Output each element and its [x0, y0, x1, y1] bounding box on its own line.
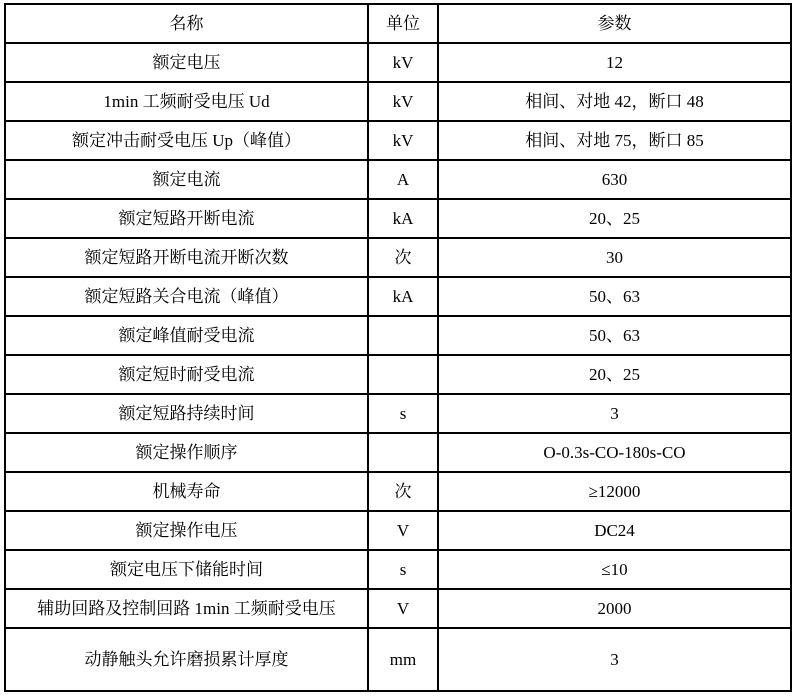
cell-param: 30 [438, 238, 791, 277]
cell-name: 额定短路关合电流（峰值） [5, 277, 368, 316]
column-header-name: 名称 [5, 4, 368, 43]
table-row [5, 511, 791, 550]
cell-param: 50、63 [438, 277, 791, 316]
cell-unit: kA [368, 199, 438, 238]
table-row [5, 433, 791, 472]
cell-param: 相间、对地 42，断口 48 [438, 82, 791, 121]
cell-param: ≥12000 [438, 472, 791, 511]
table-row [5, 394, 791, 433]
cell-name: 额定短路持续时间 [5, 394, 368, 433]
cell-name: 机械寿命 [5, 472, 368, 511]
table-row [5, 550, 791, 589]
table-row [5, 472, 791, 511]
cell-param: 20、25 [438, 355, 791, 394]
cell-param: 相间、对地 75，断口 85 [438, 121, 791, 160]
cell-param: 630 [438, 160, 791, 199]
cell-param: 50、63 [438, 316, 791, 355]
spec-table [4, 3, 792, 692]
cell-param: 3 [438, 628, 791, 691]
cell-param: 2000 [438, 589, 791, 628]
table-row [5, 199, 791, 238]
cell-name: 动静触头允许磨损累计厚度 [5, 628, 368, 691]
column-header-param: 参数 [438, 4, 791, 43]
cell-unit: 次 [368, 238, 438, 277]
table-row [5, 628, 791, 691]
cell-name: 额定峰值耐受电流 [5, 316, 368, 355]
cell-unit: A [368, 160, 438, 199]
cell-unit: mm [368, 628, 438, 691]
table-row [5, 589, 791, 628]
cell-unit: kV [368, 43, 438, 82]
cell-name: 额定短路开断电流开断次数 [5, 238, 368, 277]
cell-param: ≤10 [438, 550, 791, 589]
table-row [5, 238, 791, 277]
cell-name: 额定短时耐受电流 [5, 355, 368, 394]
cell-name: 额定操作电压 [5, 511, 368, 550]
cell-name: 辅助回路及控制回路 1min 工频耐受电压 [5, 589, 368, 628]
cell-unit: kA [368, 277, 438, 316]
cell-unit: V [368, 511, 438, 550]
cell-unit: V [368, 589, 438, 628]
table-row [5, 316, 791, 355]
cell-name: 额定电压 [5, 43, 368, 82]
table-row [5, 355, 791, 394]
table-row [5, 160, 791, 199]
cell-param: 20、25 [438, 199, 791, 238]
table-row [5, 277, 791, 316]
cell-unit [368, 316, 438, 355]
cell-unit: 次 [368, 472, 438, 511]
cell-unit [368, 355, 438, 394]
cell-name: 额定短路开断电流 [5, 199, 368, 238]
column-header-unit: 单位 [368, 4, 438, 43]
cell-param: 12 [438, 43, 791, 82]
cell-unit: s [368, 394, 438, 433]
table-row [5, 82, 791, 121]
cell-param: DC24 [438, 511, 791, 550]
table-row [5, 121, 791, 160]
cell-param: 3 [438, 394, 791, 433]
table-header-row [5, 4, 791, 43]
cell-name: 额定冲击耐受电压 Up（峰值） [5, 121, 368, 160]
cell-unit: s [368, 550, 438, 589]
cell-name: 额定电压下储能时间 [5, 550, 368, 589]
cell-unit [368, 433, 438, 472]
cell-unit: kV [368, 121, 438, 160]
cell-name: 额定操作顺序 [5, 433, 368, 472]
cell-param: O-0.3s-CO-180s-CO [438, 433, 791, 472]
cell-name: 额定电流 [5, 160, 368, 199]
table-row [5, 43, 791, 82]
cell-unit: kV [368, 82, 438, 121]
cell-name: 1min 工频耐受电压 Ud [5, 82, 368, 121]
